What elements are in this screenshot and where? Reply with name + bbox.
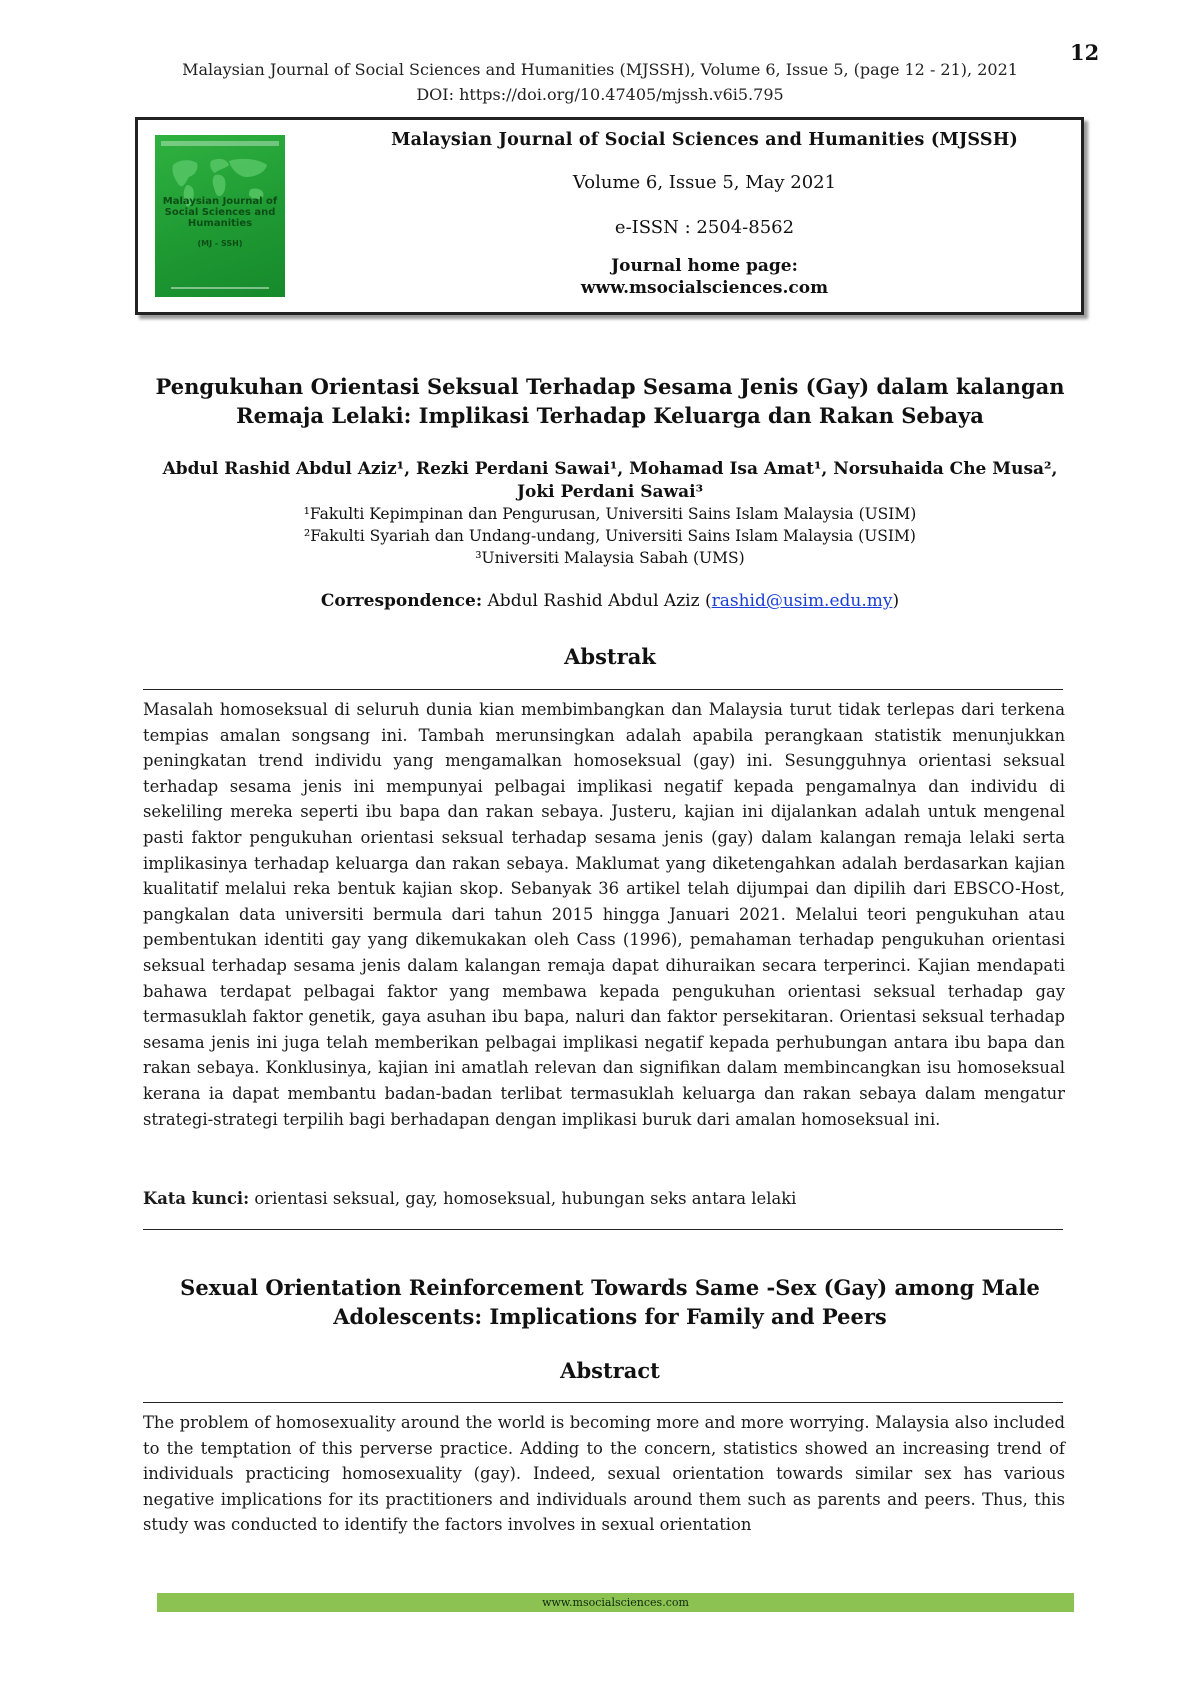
correspondence (150, 591, 1070, 611)
footer-band: www.msocialsciences.com (157, 1593, 1074, 1612)
cover-bottom-bar (171, 287, 269, 289)
journal-title: Malaysian Journal of Social Sciences and Humanities (MJSSH) (391, 130, 1018, 150)
cover-subtitle: (MJ - SSH) (197, 239, 243, 248)
abstrak-body: Masalah homoseksual di seluruh dunia kian membimbangkan dan Malaysia turut tidak terlepas dari terkena tempias amalan songsang ini. Tambah merunsingkan adalah apabila perangkaan statistik menunjukkan peningkatan trend individu yang mengamalkan homoseksual (gay) ini. Sesungguhnya orientasi seksual terhadap sesama jenis ini mempunyai pelbagai implikasi negatif kepada pengamalnya dan individu di sekeliling mereka seperti ibu bapa dan rakan sebaya. Justeru, kajian ini dijalankan adalah untuk mengenal pasti faktor pengukuhan orientasi seksual terhadap sesama jenis (gay) dalam kalangan remaja lelaki serta implikasinya terhadap keluarga dan rakan sebaya. Maklumat yang diketengahkan adalah berdasarkan kajian kualitatif melalui reka bentuk kajian skop. Sebanyak 36 artikel telah dijumpai dan dipilih dari EBSCO-Host, pangkalan data universiti bermula dari tahun 2015 hingga Januari 2021. Melalui teori pengukuhan atau pembentukan identiti gay yang dikemukakan oleh Cass (1996), pemahaman terhadap pengukuhan orientasi seksual terhadap sesama jenis dalam kalangan remaja dapat dihuraikan secara terperinci. Kajian mendapati bahawa terdapat pelbagai faktor yang membawa kepada pengukuhan orientasi seksual terhadap gay termasuklah faktor genetik, gaya asuhan ibu bapa, naluri dan faktor persekitaran. Orientasi seksual terhadap sesama jenis ini juga telah memberikan pelbagai implikasi negatif kepada perhubungan antara ibu bapa dan rakan sebaya. Konklusinya, kajian ini amatlah relevan dan signifikan dalam membincangkan isu homoseksual kerana ia dapat membantu badan-badan terlibat termasuklah keluarga dan rakan sebaya dalam mengatur strategi-strategi terpilih bagi berhadapan dengan implikasi buruk dari amalan homoseksual ini. (143, 700, 1065, 1129)
correspondence-name: Abdul Rashid Abdul Aziz ( (482, 591, 712, 611)
homepage-label: Journal home page: (611, 256, 798, 276)
affiliation-3: ³Universiti Malaysia Sabah (UMS) (475, 549, 745, 567)
correspondence-email-link[interactable]: rashid@usim.edu.my (711, 591, 893, 611)
keywords-label: Kata kunci: (143, 1189, 250, 1208)
english-title-line-2: Adolescents: Implications for Family and Peers (333, 1304, 887, 1329)
running-head (90, 57, 1110, 107)
malay-title-line-2: Remaja Lelaki: Implikasi Terhadap Keluarga dan Rakan Sebaya (236, 403, 984, 428)
journal-info (338, 128, 1071, 298)
homepage-url: www.msocialsciences.com (580, 278, 829, 298)
correspondence-close: ) (892, 591, 900, 611)
abstrak-top-rule (143, 689, 1063, 690)
cover-title: Malaysian Journal of Social Sciences and Humanities (162, 196, 278, 229)
abstrak-heading: Abstrak (564, 644, 656, 669)
affiliation-2: ²Fakulti Syariah dan Undang-undang, Universiti Sains Islam Malaysia (USIM) (304, 527, 916, 545)
abstract-heading: Abstract (560, 1358, 660, 1383)
author-list: Abdul Rashid Abdul Aziz¹, Rezki Perdani Sawai¹, Mohamad Isa Amat¹, Norsuhaida Che Musa², Joki Perdani Sawai³ (162, 459, 1058, 502)
keywords-values: orientasi seksual, gay, homoseksual, hubungan seks antara lelaki (249, 1189, 797, 1208)
english-title (150, 1273, 1070, 1331)
abstrak-bottom-rule (143, 1229, 1063, 1230)
running-head-citation: Malaysian Journal of Social Sciences and Humanities (MJSSH), Volume 6, Issue 5, (page 12 - 21), 2021 (182, 60, 1018, 79)
running-head-doi: DOI: https://doi.org/10.47405/mjssh.v6i5.795 (416, 85, 784, 104)
malay-title-line-1: Pengukuhan Orientasi Seksual Terhadap Sesama Jenis (Gay) dalam kalangan (155, 374, 1065, 399)
malay-title (150, 372, 1070, 430)
journal-header-box (135, 117, 1084, 315)
keywords (143, 1189, 1065, 1208)
journal-volume: Volume 6, Issue 5, May 2021 (572, 172, 837, 193)
page-number: 12 (1070, 40, 1100, 65)
cover-top-bar (161, 141, 279, 146)
english-title-line-1: Sexual Orientation Reinforcement Towards Same -Sex (Gay) among Male (180, 1275, 1040, 1300)
correspondence-label: Correspondence: (320, 591, 483, 611)
affiliation-1: ¹Fakulti Kepimpinan dan Pengurusan, Universiti Sains Islam Malaysia (USIM) (303, 505, 917, 523)
journal-cover-image (155, 135, 285, 297)
abstract-top-rule (143, 1402, 1063, 1403)
journal-eissn: e-ISSN : 2504-8562 (614, 217, 795, 238)
abstract-body: The problem of homosexuality around the world is becoming more and more worrying. Malaysia also included to the temptation of this perverse practice. Adding to the concern, statistics showed an increasing trend of individuals practicing homosexuality (gay). Indeed, sexual orientation towards similar sex has various negative implications for its practitioners and individuals around them such as parents and peers. Thus, this study was conducted to identify the factors involves in sexual orientation (143, 1413, 1065, 1535)
